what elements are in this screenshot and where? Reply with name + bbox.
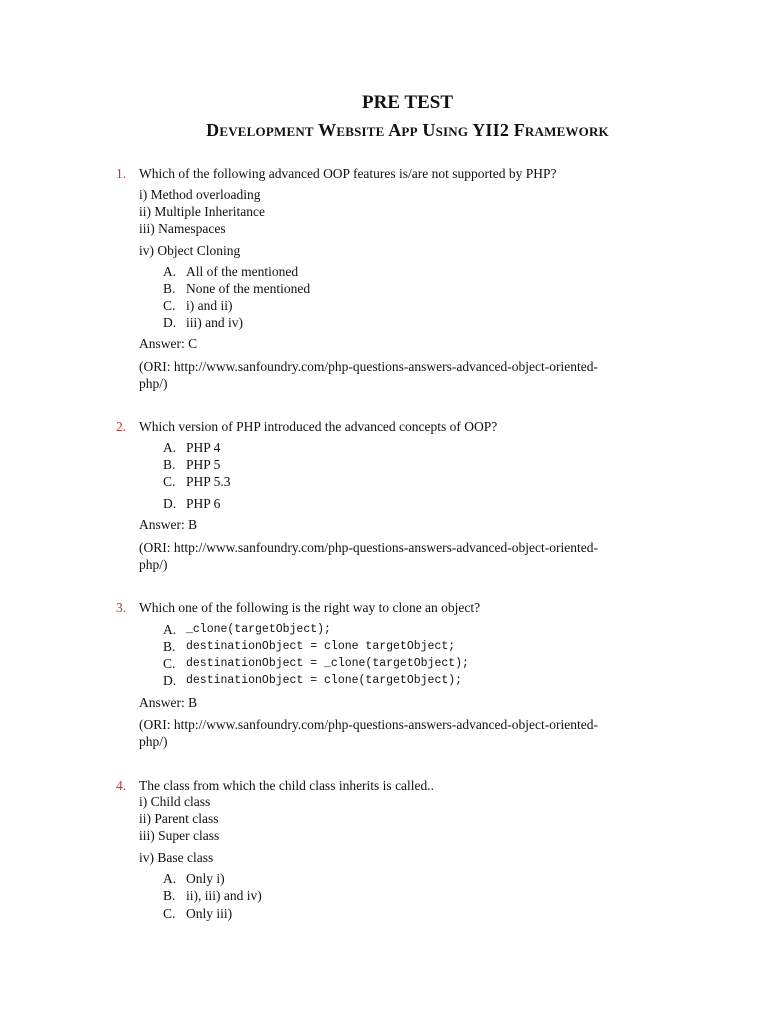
question-text: Which one of the following is the right way to clone an object? [139,600,481,615]
list-item: iii) Namespaces [139,221,226,236]
question-text: Which version of PHP introduced the advanced concepts of OOP? [139,419,498,434]
option-letter: B. [163,281,176,296]
list-item: iii) Super class [139,828,220,843]
option-text: i) and ii) [186,298,233,313]
source-link[interactable]: (ORI: http://www.sanfoundry.com/php-questions-answers-advanced-object-oriented- [139,717,598,732]
question-number: 2. [116,419,127,434]
option-text: _clone(targetObject); [186,623,331,636]
option-letter: C. [163,474,176,489]
question-number: 4. [116,778,127,793]
source-link[interactable]: (ORI: http://www.sanfoundry.com/php-questions-answers-advanced-object-oriented- [139,359,598,374]
question-number: 3. [116,600,127,615]
page-subtitle: Development Website App Using YII2 Framework [206,120,609,140]
list-item: ii) Parent class [139,811,219,826]
list-item: iv) Base class [139,850,214,865]
option-letter: D. [163,673,177,688]
option-text: PHP 4 [186,440,221,455]
source-link[interactable]: php/) [139,734,168,749]
option-letter: A. [163,440,177,455]
option-text: ii), iii) and iv) [186,888,262,903]
answer-text: Answer: B [139,517,198,532]
list-item: i) Child class [139,794,211,809]
source-link[interactable]: (ORI: http://www.sanfoundry.com/php-questions-answers-advanced-object-oriented- [139,540,598,555]
question-text: Which of the following advanced OOP features is/are not supported by PHP? [139,166,557,181]
option-text: destinationObject = _clone(targetObject); [186,657,469,670]
option-letter: A. [163,622,177,637]
option-text: destinationObject = clone(targetObject); [186,674,463,687]
option-letter: A. [163,264,177,279]
answer-text: Answer: C [139,336,198,351]
option-letter: D. [163,496,177,511]
option-letter: B. [163,888,176,903]
list-item: ii) Multiple Inheritance [139,204,265,219]
option-letter: C. [163,906,176,921]
option-letter: A. [163,871,177,886]
option-text: Only iii) [186,906,233,921]
option-text: iii) and iv) [186,315,243,330]
option-text: Only i) [186,871,225,886]
option-text: destinationObject = clone targetObject; [186,640,456,653]
option-text: PHP 5.3 [186,474,231,489]
option-text: PHP 6 [186,496,221,511]
option-text: All of the mentioned [186,264,299,279]
option-letter: B. [163,457,176,472]
list-item: i) Method overloading [139,187,261,202]
option-text: None of the mentioned [186,281,311,296]
option-text: PHP 5 [186,457,221,472]
list-item: iv) Object Cloning [139,243,241,258]
option-letter: D. [163,315,177,330]
question-text: The class from which the child class inherits is called.. [139,778,435,793]
option-letter: C. [163,656,176,671]
question-number: 1. [116,166,127,181]
source-link[interactable]: php/) [139,557,168,572]
source-link[interactable]: php/) [139,376,168,391]
option-letter: B. [163,639,176,654]
answer-text: Answer: B [139,695,198,710]
option-letter: C. [163,298,176,313]
page-title: PRE TEST [362,92,453,113]
